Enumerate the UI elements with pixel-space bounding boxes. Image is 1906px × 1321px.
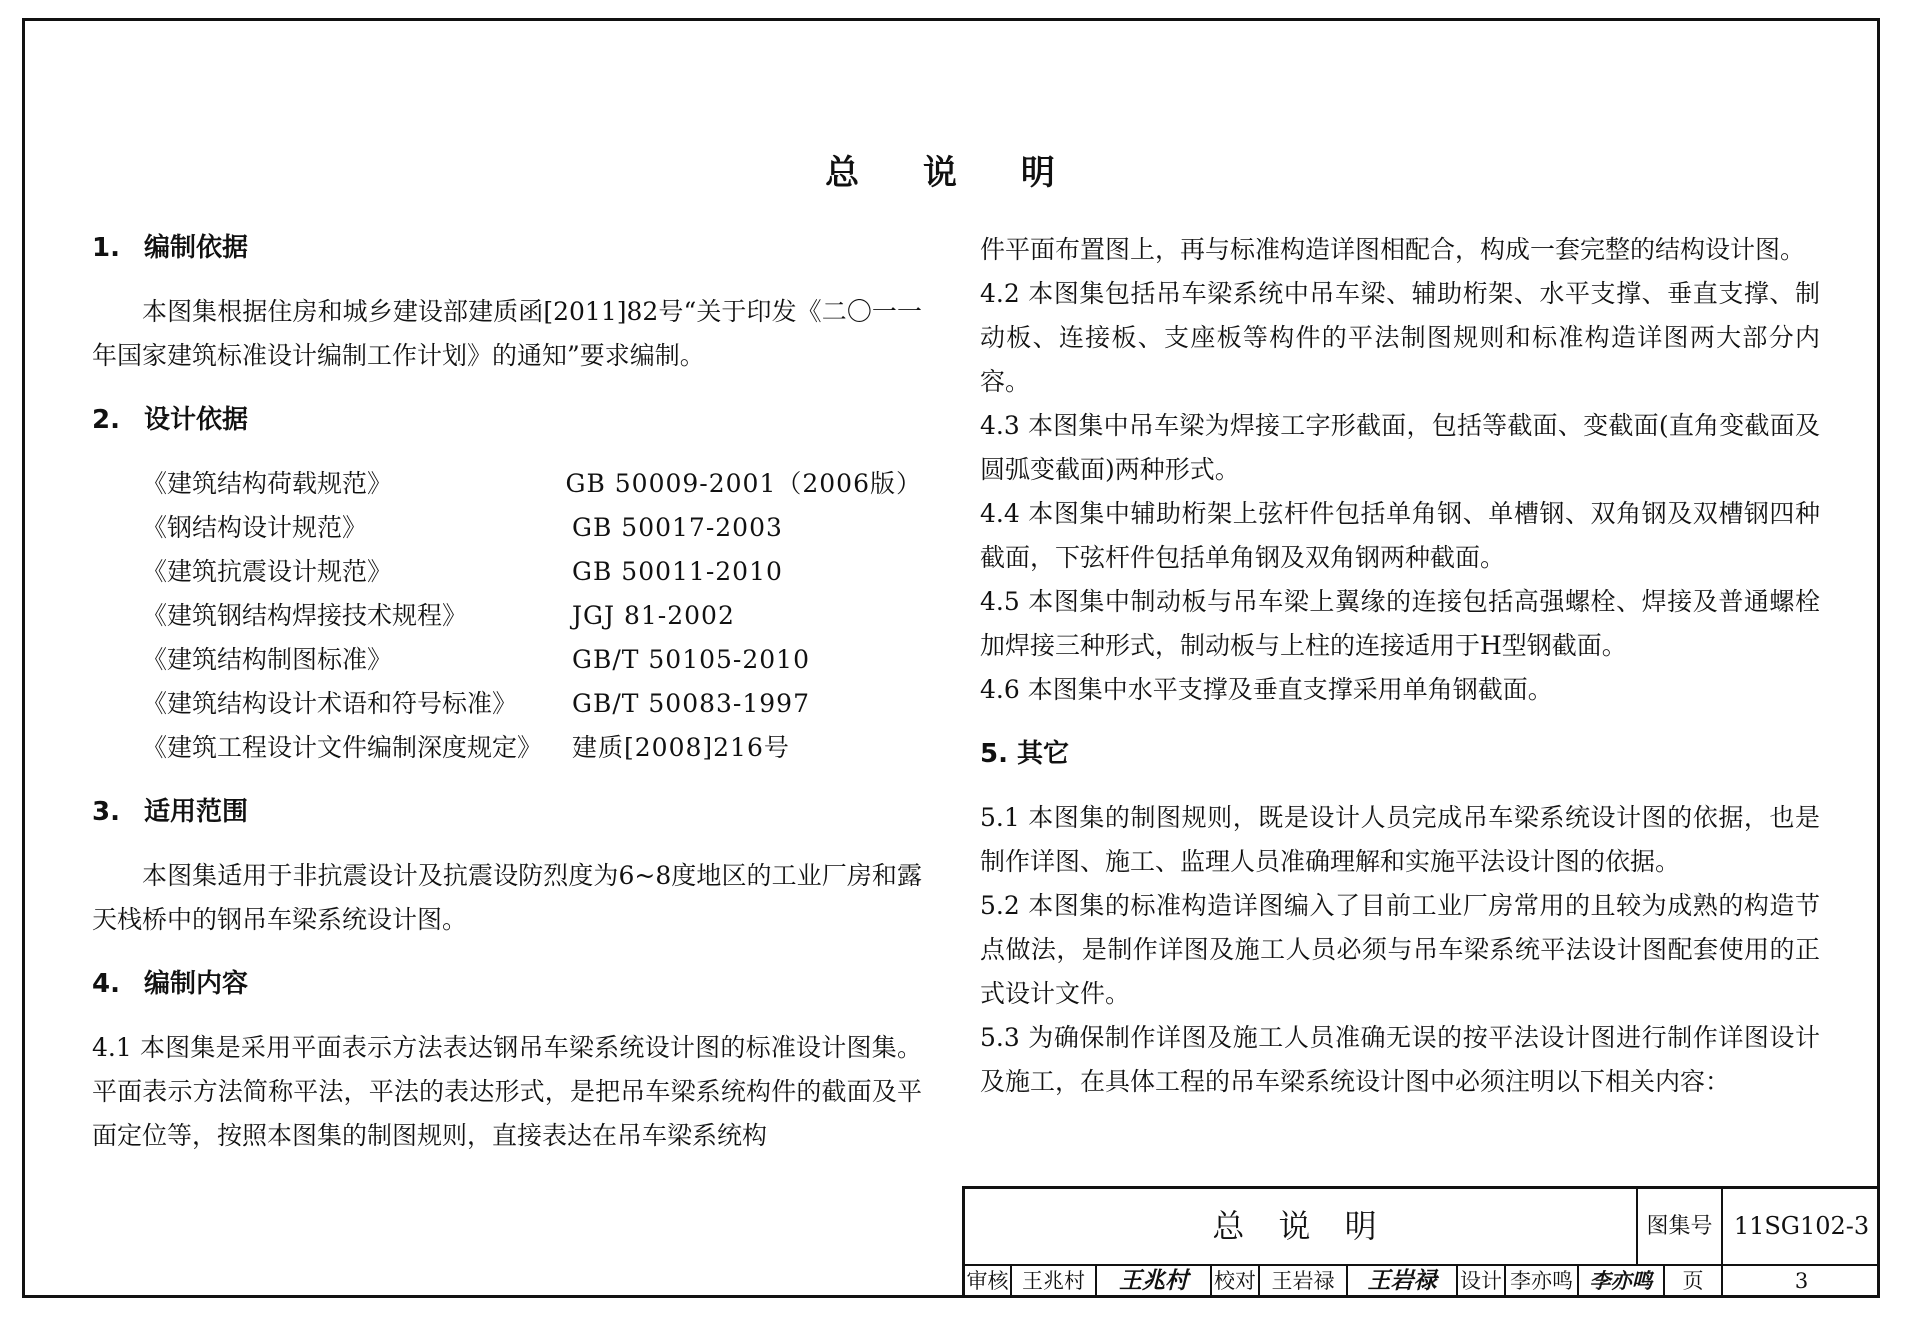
review-label: 审核 (965, 1266, 1012, 1298)
standard-name: 《建筑结构设计术语和符号标准》 (142, 689, 518, 718)
section-4-4-paragraph: 4.4 本图集中辅助桁架上弦杆件包括单角钢、单槽钢、双角钢及双槽钢四种截面，下弦杆件包括单角钢及双角钢两种截面。 (980, 499, 1820, 572)
section-5-2-paragraph: 5.2 本图集的标准构造详图编入了目前工业厂房常用的且较为成熟的构造节点做法，是制作详图及施工人员必须与吊车梁系统平法设计图配套使用的正式设计文件。 (980, 891, 1820, 1008)
section-title: 编制内容 (144, 969, 249, 999)
section-1-heading (92, 228, 922, 268)
section-3-heading (92, 792, 922, 832)
standard-name: 《建筑抗震设计规范》 (142, 557, 393, 586)
design-name: 李亦鸣 (1506, 1266, 1579, 1298)
page-number: 3 (1794, 1269, 1809, 1293)
page-title: 总 说 明 (825, 153, 1081, 193)
standard-row (92, 638, 922, 682)
section-2-heading (92, 400, 922, 440)
review-signature: 王兆村 (1097, 1266, 1212, 1298)
section-number: 2. (92, 405, 120, 435)
standard-code: GB/T 50083-1997 (572, 689, 810, 718)
atlas-number-label: 图集号 (1638, 1189, 1723, 1266)
section-5-1-paragraph: 5.1 本图集的制图规则，既是设计人员完成吊车梁系统设计图的依据，也是制作详图、施工、监理人员准确理解和实施平法设计图的依据。 (980, 803, 1820, 876)
design-label: 设计 (1458, 1266, 1506, 1298)
section-4-1-paragraph-start: 4.1 本图集是采用平面表示方法表达钢吊车梁系统设计图的标准设计图集。平面表示方法简称平法，平法的表达形式，是把吊车梁系统构件的截面及平面定位等，按照本图集的制图规则，直接表达在吊车梁系统构 (92, 1033, 922, 1150)
section-title: 适用范围 (144, 797, 249, 827)
section-5-heading (980, 734, 1820, 774)
standard-name: 《建筑工程设计文件编制深度规定》 (142, 733, 543, 762)
title-block (962, 1186, 1880, 1298)
standard-code: GB/T 50105-2010 (572, 645, 810, 674)
review-name: 王兆村 (1012, 1266, 1097, 1298)
standard-code: GB 50009-2001（2006版） (565, 469, 922, 498)
standards-list (92, 462, 922, 770)
section-4-heading (92, 964, 922, 1004)
section-title: 其它 (1017, 739, 1070, 769)
section-5-3-paragraph: 5.3 为确保制作详图及施工人员准确无误的按平法设计图进行制作详图设计及施工，在具体工程的吊车梁系统设计图中必须注明以下相关内容： (980, 1023, 1820, 1096)
page-label: 页 (1665, 1266, 1723, 1298)
standard-row (92, 462, 922, 506)
section-3-paragraph: 本图集适用于非抗震设计及抗震设防烈度为6~8度地区的工业厂房和露天栈桥中的钢吊车梁系统设计图。 (92, 861, 922, 934)
standard-code: GB 50011-2010 (572, 557, 783, 586)
standard-row (92, 682, 922, 726)
standard-code: 建质[2008]216号 (572, 733, 790, 762)
design-signature: 李亦鸣 (1579, 1266, 1665, 1298)
standard-code: JGJ 81-2002 (572, 601, 735, 630)
check-signature: 王岩禄 (1348, 1266, 1458, 1298)
section-title: 编制依据 (144, 233, 249, 263)
standard-name: 《建筑结构制图标准》 (142, 645, 393, 674)
standard-row (92, 506, 922, 550)
right-column (980, 228, 1820, 1104)
standard-row (92, 594, 922, 638)
standard-row (92, 550, 922, 594)
standard-row (92, 726, 922, 770)
section-title: 设计依据 (144, 405, 249, 435)
title-block-title: 总 说 明 (965, 1189, 1638, 1266)
check-name: 王岩禄 (1260, 1266, 1348, 1298)
section-4-6-paragraph: 4.6 本图集中水平支撑及垂直支撑采用单角钢截面。 (980, 675, 1553, 704)
section-number: 1. (92, 233, 120, 263)
left-column (92, 228, 922, 1158)
atlas-number: 11SG102-3 (1723, 1189, 1880, 1266)
standard-name: 《建筑结构荷载规范》 (142, 469, 393, 498)
standard-name: 《钢结构设计规范》 (142, 513, 368, 542)
standard-name: 《建筑钢结构焊接技术规程》 (142, 601, 468, 630)
section-number: 3. (92, 797, 120, 827)
section-4-3-paragraph: 4.3 本图集中吊车梁为焊接工字形截面，包括等截面、变截面(直角变截面及圆弧变截面)两种形式。 (980, 411, 1820, 484)
section-1-paragraph: 本图集根据住房和城乡建设部建质函[2011]82号“关于印发《二〇一一年国家建筑标准设计编制工作计划》的通知”要求编制。 (92, 297, 922, 370)
section-4-1-paragraph-end: 件平面布置图上，再与标准构造详图相配合，构成一套完整的结构设计图。 (980, 235, 1806, 264)
standard-code: GB 50017-2003 (572, 513, 783, 542)
section-4-2-paragraph: 4.2 本图集包括吊车梁系统中吊车梁、辅助桁架、水平支撑、垂直支撑、制动板、连接板、支座板等构件的平法制图规则和标准构造详图两大部分内容。 (980, 279, 1820, 396)
section-4-5-paragraph: 4.5 本图集中制动板与吊车梁上翼缘的连接包括高强螺栓、焊接及普通螺栓加焊接三种形式，制动板与上柱的连接适用于H型钢截面。 (980, 587, 1820, 660)
section-number: 5. (980, 739, 1008, 769)
check-label: 校对 (1212, 1266, 1260, 1298)
section-number: 4. (92, 969, 120, 999)
